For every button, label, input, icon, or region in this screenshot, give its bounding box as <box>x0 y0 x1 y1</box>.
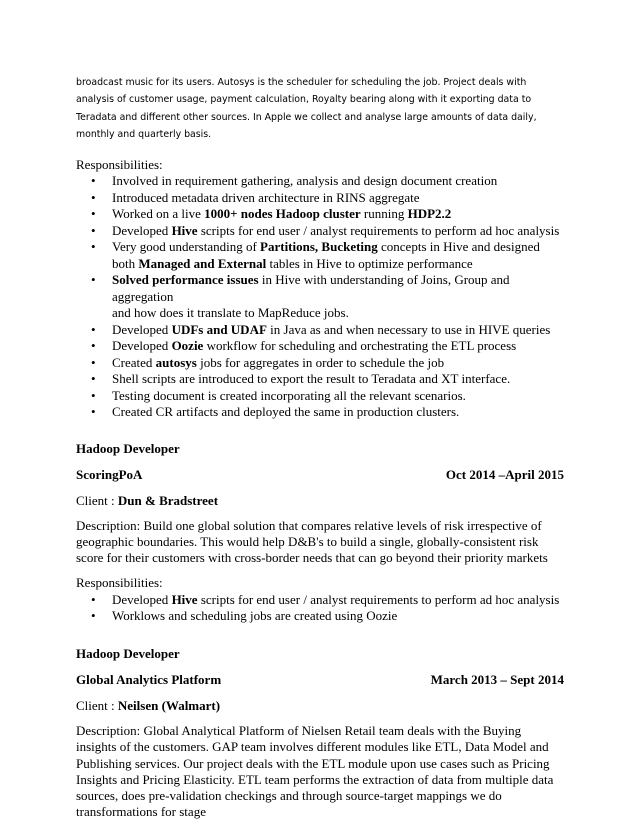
list-item: • Involved in requirement gathering, analysis and design document creation <box>91 173 498 189</box>
project-description: Description: Build one global solution that compares relative levels of risk irrespective of geographic boundaries. This would help D&B's to build a single, globally-consistent risk score for their customers with cross-border needs that can go beyond their priority markets <box>76 517 548 566</box>
bullet-icon: • <box>91 404 96 420</box>
list-item: • Worked on a live 1000+ nodes Hadoop cluster running HDP2.2 <box>91 206 452 222</box>
job-role: Hadoop Developer <box>76 645 180 661</box>
responsibilities-label: Responsibilities: <box>76 156 163 172</box>
job-role: Hadoop Developer <box>76 440 180 456</box>
client-line: Client : Dun & Bradstreet <box>76 492 219 508</box>
bullet-icon: • <box>91 608 96 624</box>
bullet-icon: • <box>91 206 96 222</box>
bullet-icon: • <box>91 371 96 387</box>
job-section-scoringpoa <box>76 441 564 625</box>
bullet-icon: • <box>91 321 96 337</box>
list-item: • Testing document is created incorporating all the relevant scenarios. <box>91 387 466 403</box>
list-item: • Introduced metadata driven architecture in RINS aggregate <box>91 189 420 205</box>
bullet-icon: • <box>91 354 96 370</box>
list-item: • Developed UDFs and UDAF in Java as and when necessary to use in HIVE queries <box>91 321 551 337</box>
client-line: Client : Neilsen (Walmart) <box>76 697 221 713</box>
responsibilities-label: Responsibilities: <box>76 575 163 591</box>
client-name: Dun & Bradstreet <box>117 492 219 508</box>
project-row <box>76 467 564 483</box>
list-item: • Developed Hive scripts for end user / analyst requirements to perform ad hoc analysis <box>91 222 560 238</box>
project-row <box>76 672 564 688</box>
job-section-global-analytics <box>76 646 564 820</box>
bullet-icon: • <box>91 387 96 403</box>
project-name: ScoringPoA <box>76 466 143 482</box>
responsibilities-list <box>76 592 564 625</box>
client-name: Neilsen (Walmart) <box>117 697 221 713</box>
project-dates: Oct 2014 –April 2015 <box>445 466 564 482</box>
project-dates: March 2013 – Sept 2014 <box>430 671 564 687</box>
project-description: Description: Global Analytical Platform of Nielsen Retail team deals with the Buying insights of the customers. GAP team involves different modules like ETL, Data Model and Publishing services. Our project deals with the ETL module upon use cases such as Pricing Insights and Pricing Elasticity. ETL team performs the extraction of data from multiple data sources, does pre-validation checkings and through source-target mappings we do transformations for stage <box>76 723 554 820</box>
list-item: • Created CR artifacts and deployed the same in production clusters. <box>91 404 460 420</box>
resume-page <box>76 74 564 820</box>
list-item: • Worklows and scheduling jobs are created using Oozie <box>91 608 398 624</box>
list-item: • Created autosys jobs for aggregates in order to schedule the job <box>91 354 445 370</box>
list-item: • Developed Oozie workflow for scheduling and orchestrating the ETL process <box>91 338 517 354</box>
intro-paragraph: broadcast music for its users. Autosys is the scheduler for scheduling the job. Project deals with analysis of customer usage, payment calculation, Royalty bearing along with it exporting data to Teradata and different other sources. In Apple we collect and analyse large amounts of data daily, monthly and quarterly basis. <box>76 77 537 141</box>
list-item: • Solved performance issues in Hive with understanding of Joins, Group and aggregation and how does it translate to MapReduce jobs. <box>91 272 510 321</box>
bullet-icon: • <box>91 591 96 607</box>
responsibilities-section-1 <box>76 157 564 421</box>
project-name: Global Analytics Platform <box>76 671 222 687</box>
bullet-icon: • <box>91 222 96 238</box>
list-item: • Shell scripts are introduced to export the result to Teradata and XT interface. <box>91 371 511 387</box>
bullet-icon: • <box>91 239 96 255</box>
responsibilities-list <box>76 173 564 421</box>
list-item: • Developed Hive scripts for end user / analyst requirements to perform ad hoc analysis <box>91 591 560 607</box>
list-item: • Very good understanding of Partitions, Bucketing concepts in Hive and designed both Managed and External tables in Hive to optimize performance <box>91 239 540 271</box>
bullet-icon: • <box>91 173 96 189</box>
bullet-icon: • <box>91 189 96 205</box>
bullet-icon: • <box>91 272 96 288</box>
bullet-icon: • <box>91 338 96 354</box>
